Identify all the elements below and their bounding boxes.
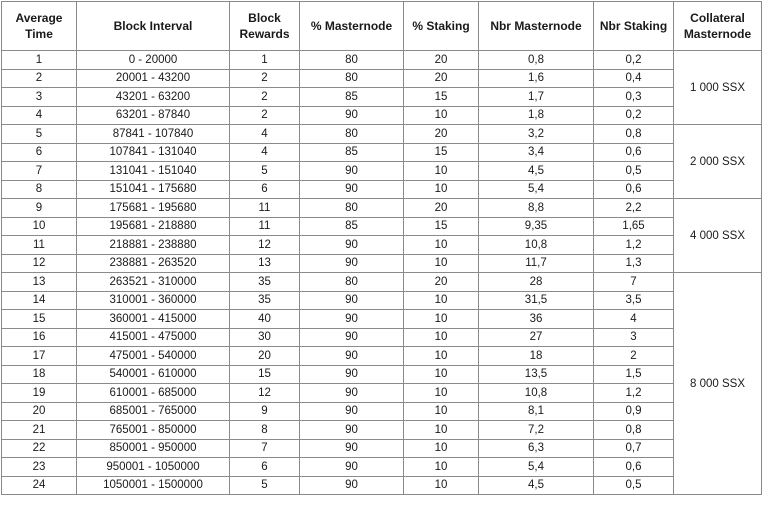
nbr-masternode-cell: 31,5	[479, 291, 594, 310]
block-interval-cell: 20001 - 43200	[77, 69, 230, 88]
percent-staking-cell: 10	[404, 439, 479, 458]
header-block-rewards: Block Rewards	[230, 2, 300, 51]
percent-masternode-cell: 80	[300, 125, 404, 144]
percent-staking-cell: 10	[404, 180, 479, 199]
block-rewards-cell: 5	[230, 476, 300, 495]
block-rewards-cell: 4	[230, 143, 300, 162]
block-rewards-cell: 30	[230, 328, 300, 347]
block-rewards-cell: 2	[230, 69, 300, 88]
header-collateral-masternode: Collateral Masternode	[674, 2, 762, 51]
table-row	[2, 328, 762, 347]
header-percent-masternode: % Masternode	[300, 2, 404, 51]
nbr-masternode-cell: 7,2	[479, 421, 594, 440]
average-time-cell: 14	[2, 291, 77, 310]
block-interval-cell: 540001 - 610000	[77, 365, 230, 384]
nbr-masternode-cell: 5,4	[479, 180, 594, 199]
average-time-cell: 15	[2, 310, 77, 329]
average-time-cell: 4	[2, 106, 77, 125]
block-interval-cell: 415001 - 475000	[77, 328, 230, 347]
block-rewards-cell: 2	[230, 106, 300, 125]
nbr-staking-cell: 1,3	[594, 254, 674, 273]
block-rewards-cell: 6	[230, 458, 300, 477]
nbr-masternode-cell: 9,35	[479, 217, 594, 236]
reward-schedule-table	[1, 1, 762, 495]
nbr-staking-cell: 0,6	[594, 143, 674, 162]
average-time-cell: 2	[2, 69, 77, 88]
percent-masternode-cell: 80	[300, 273, 404, 292]
block-interval-cell: 765001 - 850000	[77, 421, 230, 440]
average-time-cell: 16	[2, 328, 77, 347]
nbr-masternode-cell: 1,8	[479, 106, 594, 125]
nbr-staking-cell: 0,7	[594, 439, 674, 458]
table-row	[2, 347, 762, 366]
percent-masternode-cell: 90	[300, 384, 404, 403]
nbr-masternode-cell: 11,7	[479, 254, 594, 273]
nbr-staking-cell: 0,2	[594, 106, 674, 125]
table-row	[2, 458, 762, 477]
percent-masternode-cell: 90	[300, 402, 404, 421]
average-time-cell: 20	[2, 402, 77, 421]
average-time-cell: 7	[2, 162, 77, 181]
percent-staking-cell: 10	[404, 236, 479, 255]
block-rewards-cell: 4	[230, 125, 300, 144]
nbr-staking-cell: 1,2	[594, 236, 674, 255]
table-row	[2, 421, 762, 440]
nbr-masternode-cell: 3,4	[479, 143, 594, 162]
percent-masternode-cell: 80	[300, 69, 404, 88]
block-rewards-cell: 6	[230, 180, 300, 199]
nbr-masternode-cell: 4,5	[479, 162, 594, 181]
average-time-cell: 13	[2, 273, 77, 292]
table-row	[2, 273, 762, 292]
nbr-masternode-cell: 28	[479, 273, 594, 292]
table-row	[2, 143, 762, 162]
block-rewards-cell: 15	[230, 365, 300, 384]
table-row	[2, 310, 762, 329]
percent-staking-cell: 10	[404, 384, 479, 403]
block-rewards-cell: 35	[230, 273, 300, 292]
block-interval-cell: 175681 - 195680	[77, 199, 230, 218]
percent-masternode-cell: 90	[300, 291, 404, 310]
percent-masternode-cell: 80	[300, 51, 404, 70]
percent-masternode-cell: 85	[300, 143, 404, 162]
block-interval-cell: 475001 - 540000	[77, 347, 230, 366]
nbr-staking-cell: 0,8	[594, 421, 674, 440]
nbr-staking-cell: 1,65	[594, 217, 674, 236]
nbr-masternode-cell: 8,1	[479, 402, 594, 421]
percent-staking-cell: 15	[404, 143, 479, 162]
nbr-masternode-cell: 13,5	[479, 365, 594, 384]
nbr-masternode-cell: 10,8	[479, 236, 594, 255]
percent-staking-cell: 15	[404, 88, 479, 107]
percent-masternode-cell: 90	[300, 310, 404, 329]
nbr-masternode-cell: 10,8	[479, 384, 594, 403]
block-rewards-cell: 7	[230, 439, 300, 458]
table-row	[2, 291, 762, 310]
block-rewards-cell: 35	[230, 291, 300, 310]
average-time-cell: 6	[2, 143, 77, 162]
nbr-masternode-cell: 6,3	[479, 439, 594, 458]
average-time-cell: 21	[2, 421, 77, 440]
block-interval-cell: 87841 - 107840	[77, 125, 230, 144]
percent-staking-cell: 10	[404, 328, 479, 347]
table-row	[2, 439, 762, 458]
percent-staking-cell: 20	[404, 199, 479, 218]
percent-masternode-cell: 90	[300, 328, 404, 347]
block-rewards-cell: 40	[230, 310, 300, 329]
nbr-masternode-cell: 1,6	[479, 69, 594, 88]
table-row	[2, 254, 762, 273]
nbr-staking-cell: 0,6	[594, 458, 674, 477]
percent-masternode-cell: 90	[300, 458, 404, 477]
header-block-interval: Block Interval	[77, 2, 230, 51]
reward-schedule-table-container	[1, 1, 762, 495]
percent-staking-cell: 10	[404, 458, 479, 477]
nbr-staking-cell: 0,3	[594, 88, 674, 107]
table-row	[2, 199, 762, 218]
block-interval-cell: 950001 - 1050000	[77, 458, 230, 477]
block-interval-cell: 685001 - 765000	[77, 402, 230, 421]
average-time-cell: 9	[2, 199, 77, 218]
percent-masternode-cell: 90	[300, 106, 404, 125]
percent-staking-cell: 10	[404, 421, 479, 440]
percent-masternode-cell: 90	[300, 421, 404, 440]
percent-staking-cell: 20	[404, 125, 479, 144]
percent-masternode-cell: 90	[300, 439, 404, 458]
nbr-staking-cell: 0,2	[594, 51, 674, 70]
header-average-time: Average Time	[2, 2, 77, 51]
nbr-staking-cell: 0,5	[594, 476, 674, 495]
percent-staking-cell: 10	[404, 291, 479, 310]
block-interval-cell: 0 - 20000	[77, 51, 230, 70]
percent-masternode-cell: 80	[300, 199, 404, 218]
percent-staking-cell: 10	[404, 365, 479, 384]
table-row	[2, 476, 762, 495]
collateral-masternode-cell: 1 000 SSX	[674, 51, 762, 125]
table-row	[2, 51, 762, 70]
average-time-cell: 11	[2, 236, 77, 255]
header-nbr-masternode: Nbr Masternode	[479, 2, 594, 51]
average-time-cell: 12	[2, 254, 77, 273]
header-row	[2, 2, 762, 51]
block-interval-cell: 195681 - 218880	[77, 217, 230, 236]
percent-staking-cell: 20	[404, 69, 479, 88]
nbr-staking-cell: 1,2	[594, 384, 674, 403]
table-row	[2, 217, 762, 236]
percent-masternode-cell: 85	[300, 217, 404, 236]
table-row	[2, 236, 762, 255]
nbr-staking-cell: 0,8	[594, 125, 674, 144]
block-interval-cell: 1050001 - 1500000	[77, 476, 230, 495]
percent-masternode-cell: 90	[300, 162, 404, 181]
block-rewards-cell: 11	[230, 217, 300, 236]
block-rewards-cell: 11	[230, 199, 300, 218]
block-rewards-cell: 13	[230, 254, 300, 273]
nbr-staking-cell: 0,6	[594, 180, 674, 199]
nbr-staking-cell: 0,9	[594, 402, 674, 421]
block-interval-cell: 263521 - 310000	[77, 273, 230, 292]
collateral-masternode-cell: 2 000 SSX	[674, 125, 762, 199]
percent-masternode-cell: 90	[300, 180, 404, 199]
nbr-masternode-cell: 1,7	[479, 88, 594, 107]
block-interval-cell: 131041 - 151040	[77, 162, 230, 181]
nbr-masternode-cell: 3,2	[479, 125, 594, 144]
table-row	[2, 384, 762, 403]
block-interval-cell: 43201 - 63200	[77, 88, 230, 107]
header-nbr-staking: Nbr Staking	[594, 2, 674, 51]
nbr-masternode-cell: 18	[479, 347, 594, 366]
percent-staking-cell: 20	[404, 51, 479, 70]
percent-staking-cell: 10	[404, 347, 479, 366]
block-rewards-cell: 20	[230, 347, 300, 366]
nbr-masternode-cell: 4,5	[479, 476, 594, 495]
table-body	[2, 51, 762, 495]
block-interval-cell: 107841 - 131040	[77, 143, 230, 162]
average-time-cell: 8	[2, 180, 77, 199]
block-rewards-cell: 9	[230, 402, 300, 421]
percent-staking-cell: 10	[404, 106, 479, 125]
percent-staking-cell: 20	[404, 273, 479, 292]
block-interval-cell: 850001 - 950000	[77, 439, 230, 458]
block-interval-cell: 610001 - 685000	[77, 384, 230, 403]
nbr-staking-cell: 0,4	[594, 69, 674, 88]
nbr-masternode-cell: 27	[479, 328, 594, 347]
nbr-masternode-cell: 0,8	[479, 51, 594, 70]
average-time-cell: 22	[2, 439, 77, 458]
collateral-masternode-cell: 4 000 SSX	[674, 199, 762, 273]
block-rewards-cell: 5	[230, 162, 300, 181]
percent-masternode-cell: 90	[300, 347, 404, 366]
nbr-staking-cell: 4	[594, 310, 674, 329]
percent-masternode-cell: 90	[300, 254, 404, 273]
percent-staking-cell: 15	[404, 217, 479, 236]
percent-staking-cell: 10	[404, 254, 479, 273]
block-interval-cell: 310001 - 360000	[77, 291, 230, 310]
table-header	[2, 2, 762, 51]
nbr-staking-cell: 0,5	[594, 162, 674, 181]
block-rewards-cell: 1	[230, 51, 300, 70]
percent-staking-cell: 10	[404, 476, 479, 495]
block-rewards-cell: 12	[230, 384, 300, 403]
percent-staking-cell: 10	[404, 402, 479, 421]
nbr-staking-cell: 2	[594, 347, 674, 366]
percent-masternode-cell: 90	[300, 476, 404, 495]
percent-masternode-cell: 85	[300, 88, 404, 107]
nbr-staking-cell: 7	[594, 273, 674, 292]
nbr-staking-cell: 3	[594, 328, 674, 347]
header-percent-staking: % Staking	[404, 2, 479, 51]
table-row	[2, 402, 762, 421]
average-time-cell: 17	[2, 347, 77, 366]
nbr-staking-cell: 1,5	[594, 365, 674, 384]
average-time-cell: 1	[2, 51, 77, 70]
block-interval-cell: 218881 - 238880	[77, 236, 230, 255]
percent-staking-cell: 10	[404, 162, 479, 181]
table-row	[2, 88, 762, 107]
nbr-masternode-cell: 36	[479, 310, 594, 329]
percent-masternode-cell: 90	[300, 365, 404, 384]
table-row	[2, 106, 762, 125]
nbr-masternode-cell: 5,4	[479, 458, 594, 477]
block-rewards-cell: 2	[230, 88, 300, 107]
average-time-cell: 5	[2, 125, 77, 144]
average-time-cell: 23	[2, 458, 77, 477]
average-time-cell: 10	[2, 217, 77, 236]
block-interval-cell: 63201 - 87840	[77, 106, 230, 125]
average-time-cell: 24	[2, 476, 77, 495]
nbr-staking-cell: 2,2	[594, 199, 674, 218]
block-interval-cell: 238881 - 263520	[77, 254, 230, 273]
average-time-cell: 3	[2, 88, 77, 107]
percent-masternode-cell: 90	[300, 236, 404, 255]
table-row	[2, 180, 762, 199]
table-row	[2, 125, 762, 144]
average-time-cell: 18	[2, 365, 77, 384]
nbr-masternode-cell: 8,8	[479, 199, 594, 218]
block-rewards-cell: 8	[230, 421, 300, 440]
table-row	[2, 69, 762, 88]
table-row	[2, 162, 762, 181]
collateral-masternode-cell: 8 000 SSX	[674, 273, 762, 495]
block-interval-cell: 360001 - 415000	[77, 310, 230, 329]
nbr-staking-cell: 3,5	[594, 291, 674, 310]
block-interval-cell: 151041 - 175680	[77, 180, 230, 199]
average-time-cell: 19	[2, 384, 77, 403]
table-row	[2, 365, 762, 384]
percent-staking-cell: 10	[404, 310, 479, 329]
block-rewards-cell: 12	[230, 236, 300, 255]
